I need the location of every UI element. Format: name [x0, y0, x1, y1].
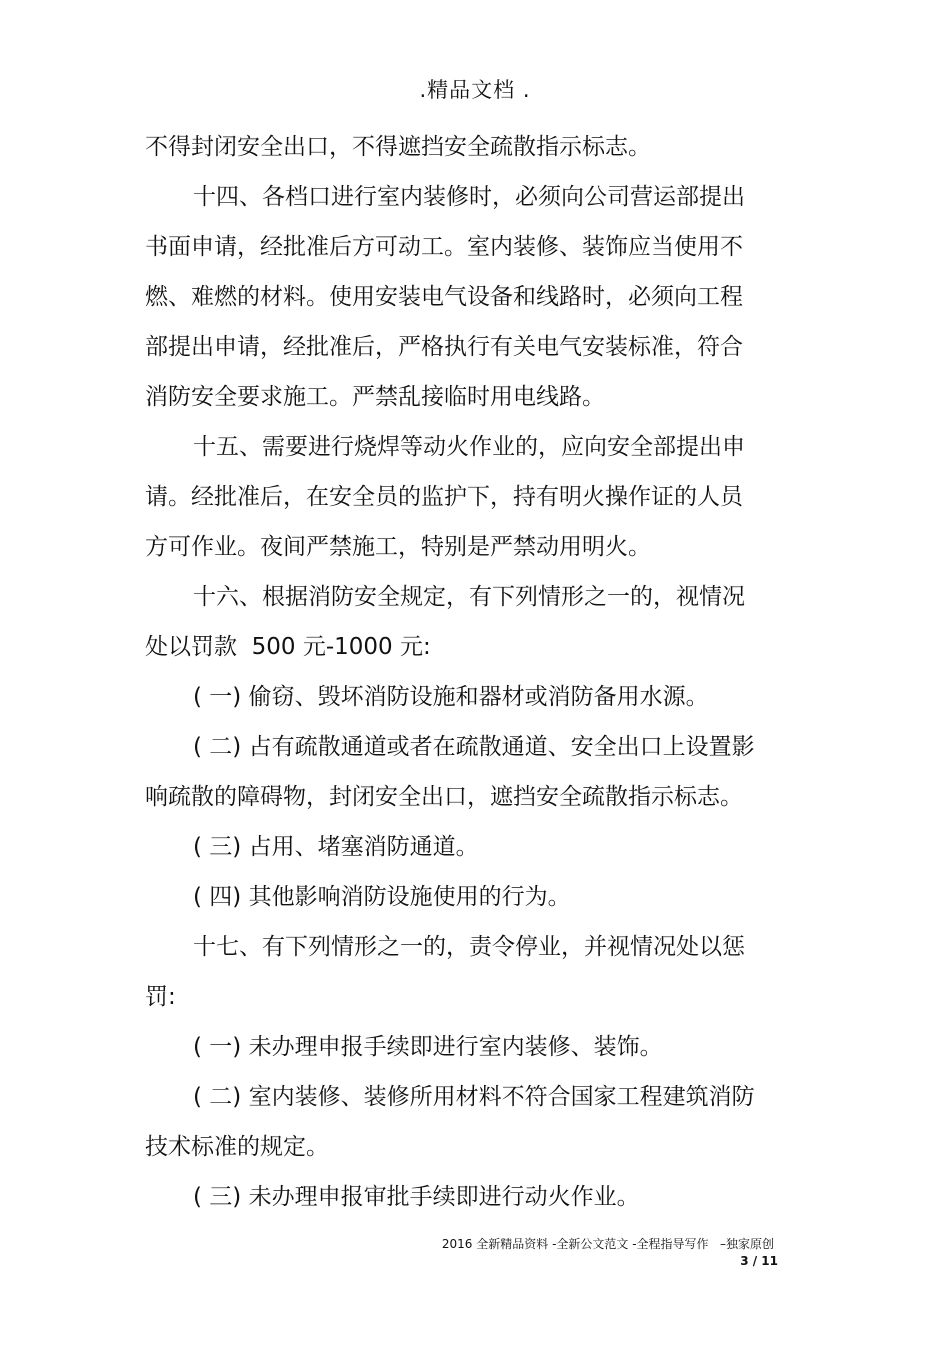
page-header: .精品文档 .: [419, 78, 531, 102]
body-line: 处以罚款 500 元-1000 元:: [145, 634, 431, 660]
body-line: 十六、根据消防安全规定，有下列情形之一的，视情况: [193, 584, 745, 610]
body-line: ( 一) 未办理申报手续即进行室内装修、装饰。: [193, 1034, 663, 1060]
body-line: 十五、需要进行烧焊等动火作业的，应向安全部提出申: [193, 434, 745, 460]
body-line: 请。经批准后，在安全员的监护下，持有明火操作证的人员: [145, 484, 743, 510]
body-line: ( 二) 占有疏散通道或者在疏散通道、安全出口上设置影: [193, 734, 755, 760]
body-line: 技术标准的规定。: [145, 1134, 329, 1160]
page-footer: 2016 全新精品资料 -全新公文范文 -全程指导写作 –独家原创: [441, 1237, 774, 1251]
body-line: 罚:: [145, 984, 176, 1010]
body-line: ( 三) 未办理申报审批手续即进行动火作业。: [193, 1184, 640, 1210]
body-line: 十七、有下列情形之一的，责令停业，并视情况处以惩: [193, 934, 745, 960]
body-line: 十四、各档口进行室内装修时，必须向公司营运部提出: [193, 184, 745, 210]
body-line: 燃、难燃的材料。使用安装电气设备和线路时，必须向工程: [145, 284, 743, 310]
body-line: 部提出申请，经批准后，严格执行有关电气安装标准，符合: [145, 334, 743, 360]
body-line: 不得封闭安全出口，不得遮挡安全疏散指示标志。: [145, 134, 651, 160]
body-line: ( 三) 占用、堵塞消防通道。: [193, 834, 479, 860]
body-line: 书面申请，经批准后方可动工。室内装修、装饰应当使用不: [145, 234, 743, 260]
body-line: ( 二) 室内装修、装修所用材料不符合国家工程建筑消防: [193, 1084, 755, 1110]
body-line: ( 一) 偷窃、毁坏消防设施和器材或消防备用水源。: [193, 684, 709, 710]
body-line: 方可作业。夜间严禁施工，特别是严禁动用明火。: [145, 534, 651, 560]
body-line: 响疏散的障碍物，封闭安全出口，遮挡安全疏散指示标志。: [145, 784, 743, 810]
body-line: 消防安全要求施工。严禁乱接临时用电线路。: [145, 384, 605, 410]
body-line: ( 四) 其他影响消防设施使用的行为。: [193, 884, 571, 910]
page-number: 3 / 11: [740, 1254, 778, 1268]
